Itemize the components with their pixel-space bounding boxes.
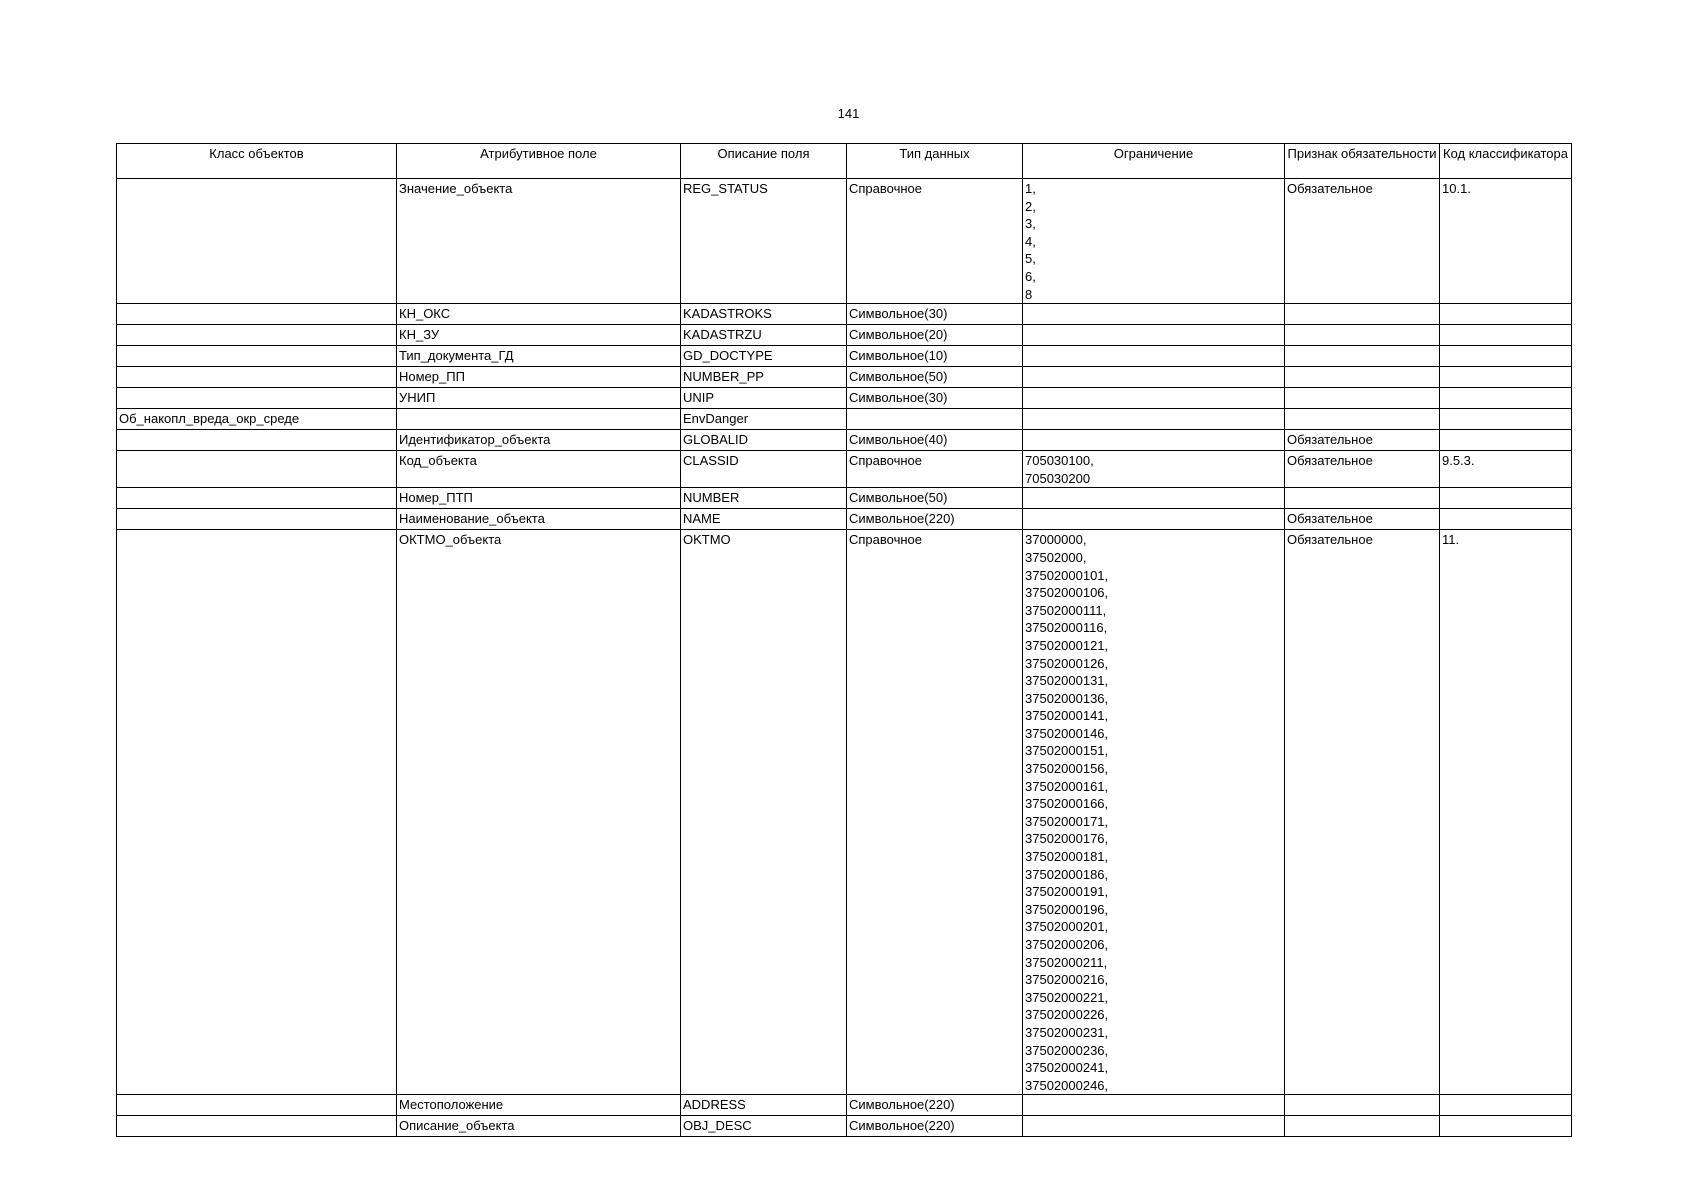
cell-restriction	[1023, 1095, 1285, 1116]
cell-required-flag: Обязательное	[1285, 451, 1440, 488]
cell-classifier-code: 9.5.3.	[1440, 451, 1572, 488]
table-row	[117, 488, 1572, 509]
cell-attribute-field: Идентификатор_объекта	[397, 430, 681, 451]
cell-field-description: KADASTRZU	[681, 325, 847, 346]
cell-data-type: Символьное(30)	[847, 388, 1023, 409]
header-required-flag: Признак обязательности	[1285, 144, 1440, 179]
page-number: 141	[837, 106, 860, 121]
cell-attribute-field: Наименование_объекта	[397, 509, 681, 530]
attribute-table	[116, 143, 1572, 1137]
cell-classifier-code: 11.	[1440, 530, 1572, 1095]
table-row	[117, 430, 1572, 451]
cell-attribute-field: КН_ОКС	[397, 304, 681, 325]
cell-object-class	[117, 430, 397, 451]
cell-data-type: Справочное	[847, 451, 1023, 488]
cell-restriction	[1023, 325, 1285, 346]
table-row	[117, 1095, 1572, 1116]
cell-object-class	[117, 325, 397, 346]
cell-classifier-code	[1440, 388, 1572, 409]
cell-required-flag: Обязательное	[1285, 530, 1440, 1095]
table-row	[117, 179, 1572, 304]
table-row	[117, 346, 1572, 367]
cell-classifier-code: 10.1.	[1440, 179, 1572, 304]
cell-required-flag	[1285, 1095, 1440, 1116]
cell-required-flag	[1285, 346, 1440, 367]
cell-attribute-field: Описание_объекта	[397, 1116, 681, 1137]
table-row	[117, 388, 1572, 409]
cell-data-type: Символьное(50)	[847, 367, 1023, 388]
header-attribute-field: Атрибутивное поле	[397, 144, 681, 179]
table-row	[117, 509, 1572, 530]
cell-attribute-field	[397, 409, 681, 430]
cell-field-description: NUMBER_PP	[681, 367, 847, 388]
table-row	[117, 530, 1572, 1095]
cell-data-type: Символьное(10)	[847, 346, 1023, 367]
cell-data-type: Справочное	[847, 179, 1023, 304]
cell-data-type: Символьное(30)	[847, 304, 1023, 325]
cell-object-class	[117, 530, 397, 1095]
cell-classifier-code	[1440, 367, 1572, 388]
cell-object-class	[117, 1116, 397, 1137]
cell-required-flag: Обязательное	[1285, 509, 1440, 530]
cell-field-description: OKTMO	[681, 530, 847, 1095]
cell-restriction	[1023, 488, 1285, 509]
cell-classifier-code	[1440, 346, 1572, 367]
cell-field-description: ADDRESS	[681, 1095, 847, 1116]
cell-classifier-code	[1440, 1095, 1572, 1116]
cell-classifier-code	[1440, 325, 1572, 346]
cell-field-description: GLOBALID	[681, 430, 847, 451]
cell-attribute-field: УНИП	[397, 388, 681, 409]
cell-classifier-code	[1440, 488, 1572, 509]
header-object-class: Класс объектов	[117, 144, 397, 179]
cell-restriction	[1023, 1116, 1285, 1137]
cell-required-flag	[1285, 488, 1440, 509]
cell-classifier-code	[1440, 430, 1572, 451]
table-row	[117, 304, 1572, 325]
header-data-type: Тип данных	[847, 144, 1023, 179]
cell-restriction	[1023, 367, 1285, 388]
cell-classifier-code	[1440, 509, 1572, 530]
cell-restriction	[1023, 509, 1285, 530]
cell-required-flag	[1285, 1116, 1440, 1137]
cell-restriction: 1, 2, 3, 4, 5, 6, 8	[1023, 179, 1285, 304]
cell-field-description: NUMBER	[681, 488, 847, 509]
cell-object-class	[117, 179, 397, 304]
cell-field-description: REG_STATUS	[681, 179, 847, 304]
cell-data-type: Символьное(50)	[847, 488, 1023, 509]
cell-data-type: Символьное(20)	[847, 325, 1023, 346]
cell-required-flag: Обязательное	[1285, 430, 1440, 451]
cell-required-flag	[1285, 367, 1440, 388]
cell-data-type	[847, 409, 1023, 430]
table-row	[117, 325, 1572, 346]
cell-attribute-field: ОКТМО_объекта	[397, 530, 681, 1095]
cell-restriction: 37000000, 37502000, 37502000101, 37502000106, 37502000111, 37502000116, 37502000121, 37502000126, 37502000131, 37502000136, 37502000141, 37502000146, 37502000151, 37502000156, 37502000161, 37502000166, 37502000171, 37502000176, 37502000181, 37502000186, 37502000191, 37502000196, 37502000201, 37502000206, 37502000211, 37502000216, 37502000221, 37502000226, 37502000231, 37502000236, 37502000241, 37502000246,	[1023, 530, 1285, 1095]
header-restriction: Ограничение	[1023, 144, 1285, 179]
cell-object-class	[117, 346, 397, 367]
cell-restriction	[1023, 409, 1285, 430]
cell-object-class	[117, 388, 397, 409]
cell-required-flag: Обязательное	[1285, 179, 1440, 304]
cell-object-class	[117, 1095, 397, 1116]
table-row	[117, 409, 1572, 430]
cell-field-description: NAME	[681, 509, 847, 530]
cell-object-class	[117, 488, 397, 509]
cell-object-class	[117, 451, 397, 488]
cell-attribute-field: Местоположение	[397, 1095, 681, 1116]
cell-data-type: Справочное	[847, 530, 1023, 1095]
cell-attribute-field: Тип_документа_ГД	[397, 346, 681, 367]
cell-object-class: Об_накопл_вреда_окр_среде	[117, 409, 397, 430]
table-row	[117, 367, 1572, 388]
cell-data-type: Символьное(220)	[847, 1095, 1023, 1116]
header-row	[117, 144, 1572, 179]
cell-object-class	[117, 304, 397, 325]
cell-attribute-field: Номер_ПТП	[397, 488, 681, 509]
cell-required-flag	[1285, 325, 1440, 346]
cell-restriction	[1023, 430, 1285, 451]
cell-object-class	[117, 367, 397, 388]
cell-required-flag	[1285, 388, 1440, 409]
table-row	[117, 1116, 1572, 1137]
table-row	[117, 451, 1572, 488]
cell-object-class	[117, 509, 397, 530]
cell-attribute-field: Номер_ПП	[397, 367, 681, 388]
cell-classifier-code	[1440, 1116, 1572, 1137]
cell-classifier-code	[1440, 304, 1572, 325]
cell-field-description: UNIP	[681, 388, 847, 409]
cell-attribute-field: КН_ЗУ	[397, 325, 681, 346]
cell-attribute-field: Код_объекта	[397, 451, 681, 488]
cell-required-flag	[1285, 409, 1440, 430]
header-classifier-code: Код классификатора	[1440, 144, 1572, 179]
cell-field-description: KADASTROKS	[681, 304, 847, 325]
cell-data-type: Символьное(40)	[847, 430, 1023, 451]
cell-restriction	[1023, 388, 1285, 409]
cell-restriction	[1023, 346, 1285, 367]
cell-required-flag	[1285, 304, 1440, 325]
cell-field-description: GD_DOCTYPE	[681, 346, 847, 367]
header-field-description: Описание поля	[681, 144, 847, 179]
cell-field-description: CLASSID	[681, 451, 847, 488]
cell-data-type: Символьное(220)	[847, 509, 1023, 530]
cell-restriction: 705030100, 705030200	[1023, 451, 1285, 488]
cell-data-type: Символьное(220)	[847, 1116, 1023, 1137]
cell-field-description: OBJ_DESC	[681, 1116, 847, 1137]
cell-field-description: EnvDanger	[681, 409, 847, 430]
cell-classifier-code	[1440, 409, 1572, 430]
cell-restriction	[1023, 304, 1285, 325]
cell-attribute-field: Значение_объекта	[397, 179, 681, 304]
